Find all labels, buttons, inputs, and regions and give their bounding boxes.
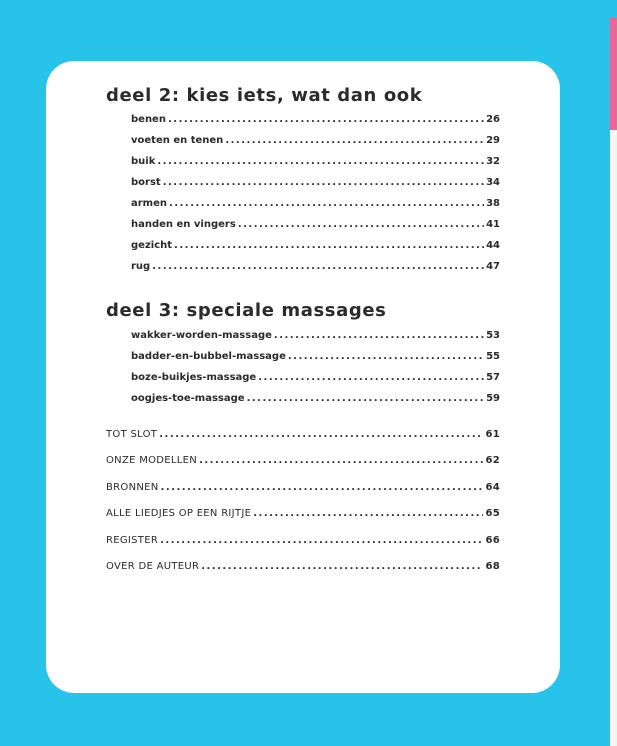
toc-leader-dots — [199, 455, 483, 466]
toc-entry-page: 32 — [486, 156, 500, 167]
section-title-deel-3: deel 3: speciale massages — [106, 300, 387, 321]
toc-leader-dots — [169, 198, 484, 209]
toc-leader-dots — [258, 372, 484, 383]
toc-entry-label: armen — [131, 198, 168, 209]
toc-entry-label: handen en vingers — [131, 219, 236, 230]
toc-entry-page: 57 — [486, 372, 500, 383]
toc-entry[interactable] — [131, 372, 500, 393]
toc-leader-dots — [174, 240, 484, 251]
toc-entry-label: borst — [131, 177, 161, 188]
toc-entry[interactable] — [131, 351, 500, 372]
page-edge-top — [610, 0, 617, 18]
toc-entry[interactable] — [131, 177, 500, 198]
toc-entry-label: buik — [131, 156, 156, 167]
toc-entry-page: 26 — [486, 114, 500, 125]
toc-leader-dots — [163, 177, 484, 188]
toc-leader-dots — [238, 219, 484, 230]
toc-entry[interactable] — [131, 261, 500, 282]
toc-main-entry[interactable] — [106, 429, 500, 455]
toc-card — [46, 61, 560, 693]
toc-entry-label: wakker-worden-massage — [131, 330, 272, 341]
toc-leader-dots — [288, 351, 484, 362]
toc-leader-dots — [168, 114, 484, 125]
toc-entry-page: 66 — [485, 534, 500, 546]
toc-entry-page: 55 — [486, 351, 500, 362]
toc-list-deel-2 — [131, 114, 500, 282]
toc-main-entry[interactable] — [106, 482, 500, 508]
toc-main-entry[interactable] — [106, 508, 500, 534]
toc-entry-label: REGISTER — [106, 534, 159, 546]
toc-leader-dots — [225, 135, 484, 146]
toc-entry[interactable] — [131, 219, 500, 240]
toc-entry-page: 59 — [486, 393, 500, 404]
toc-leader-dots — [159, 429, 483, 440]
toc-entry-label: badder-en-bubbel-massage — [131, 351, 286, 362]
toc-main-entry[interactable] — [106, 561, 500, 587]
toc-entry-page: 47 — [486, 261, 500, 272]
toc-list-main — [106, 429, 500, 587]
toc-entry-label: ALLE LIEDJES OP EEN RIJTJE — [106, 508, 252, 520]
toc-leader-dots — [274, 330, 484, 341]
toc-entry[interactable] — [131, 198, 500, 219]
section-title-deel-2: deel 2: kies iets, wat dan ook — [106, 85, 423, 106]
toc-entry-page: 53 — [486, 330, 500, 341]
toc-main-entry[interactable] — [106, 535, 500, 561]
toc-entry[interactable] — [131, 156, 500, 177]
toc-entry-page: 65 — [485, 508, 500, 520]
toc-entry-label: oogjes-toe-massage — [131, 393, 245, 404]
toc-entry-page: 64 — [485, 481, 500, 493]
toc-entry-page: 38 — [486, 198, 500, 209]
toc-leader-dots — [201, 561, 483, 572]
toc-leader-dots — [247, 393, 485, 404]
toc-leader-dots — [160, 535, 483, 546]
toc-entry-page: 41 — [486, 219, 500, 230]
toc-entry[interactable] — [131, 114, 500, 135]
toc-entry-label: boze-buikjes-massage — [131, 372, 257, 383]
toc-entry-page: 62 — [485, 455, 500, 467]
toc-leader-dots — [152, 261, 484, 272]
toc-entry-label: voeten en tenen — [131, 135, 224, 146]
toc-entry-label: TOT SLOT — [106, 429, 158, 440]
toc-entry-page: 61 — [485, 429, 500, 440]
toc-entry-label: rug — [131, 261, 151, 272]
toc-entry[interactable] — [131, 330, 500, 351]
toc-entry-page: 29 — [486, 135, 500, 146]
toc-entry-label: OVER DE AUTEUR — [106, 560, 200, 572]
toc-entry[interactable] — [131, 135, 500, 156]
toc-leader-dots — [253, 508, 483, 519]
toc-leader-dots — [157, 156, 484, 167]
toc-main-entry[interactable] — [106, 455, 500, 481]
toc-entry-label: ONZE MODELLEN — [106, 455, 198, 467]
toc-entry-label: BRONNEN — [106, 481, 159, 493]
toc-entry[interactable] — [131, 240, 500, 261]
toc-list-deel-3 — [131, 330, 500, 414]
toc-entry-label: gezicht — [131, 240, 173, 251]
page-edge-accent — [610, 0, 617, 130]
toc-entry-label: benen — [131, 114, 166, 125]
toc-entry-page: 68 — [485, 560, 500, 572]
toc-entry-page: 34 — [486, 177, 500, 188]
toc-leader-dots — [161, 482, 484, 493]
toc-entry-page: 44 — [486, 240, 500, 251]
toc-entry[interactable] — [131, 393, 500, 414]
